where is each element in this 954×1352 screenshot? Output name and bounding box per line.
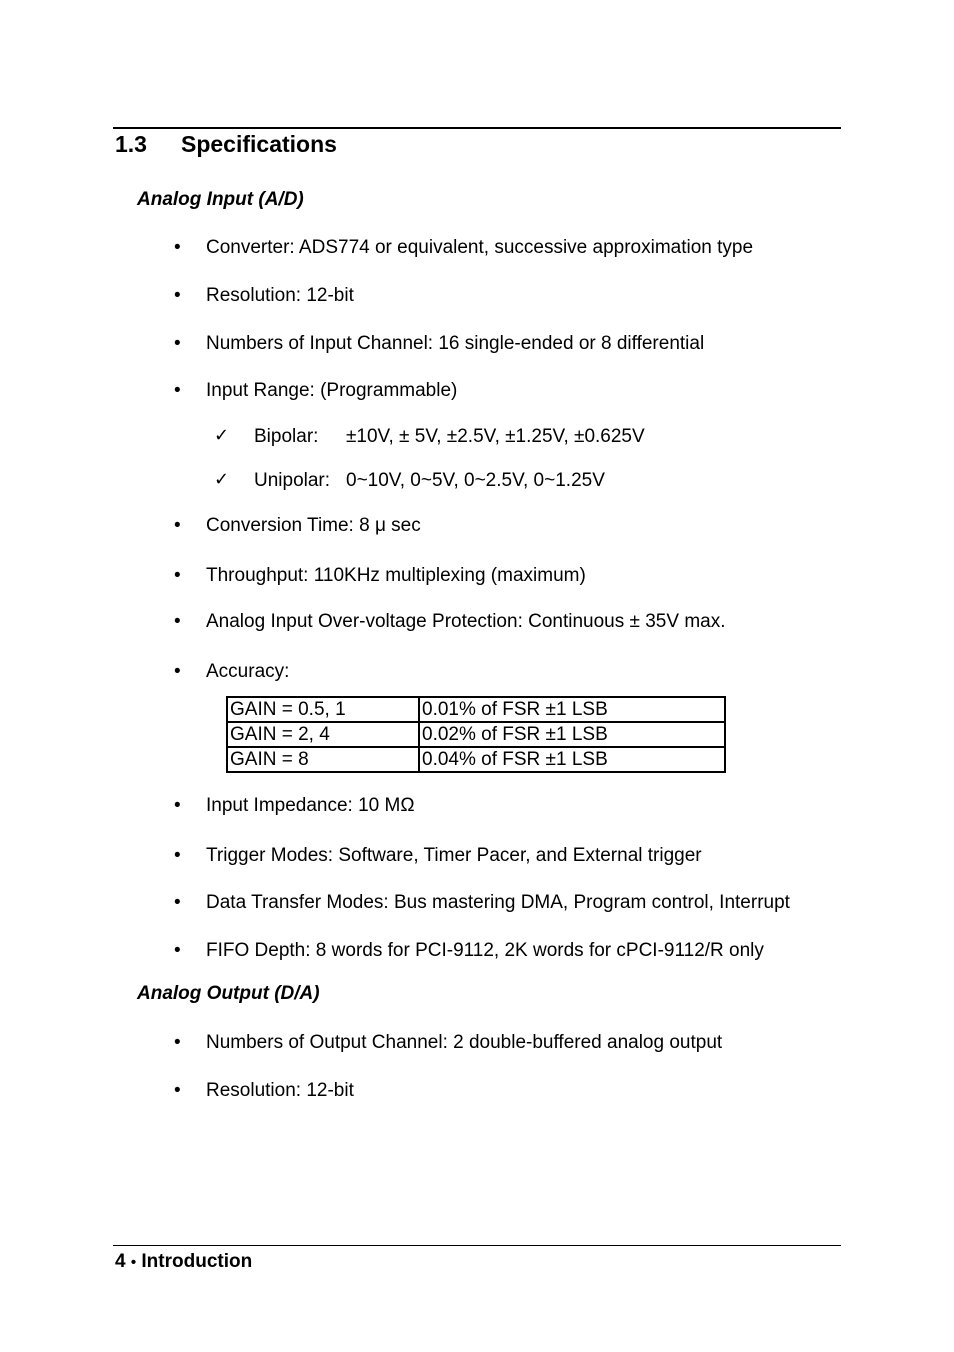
spec-converter: Converter: ADS774 or equivalent, successive approximation type xyxy=(206,237,754,258)
gain-cell: GAIN = 2, 4 xyxy=(227,722,419,747)
bullet-icon: • xyxy=(174,333,181,354)
accuracy-cell: 0.01% of FSR ±1 LSB xyxy=(419,697,725,722)
bullet-icon: • xyxy=(174,940,181,961)
bullet-icon: • xyxy=(174,565,181,586)
spec-data-transfer: Data Transfer Modes: Bus mastering DMA, Program control, Interrupt xyxy=(206,892,790,913)
gain-cell: GAIN = 0.5, 1 xyxy=(227,697,419,722)
analog-output-heading: Analog Output (D/A) xyxy=(137,983,320,1004)
footer-separator: • xyxy=(130,1254,137,1271)
section-number: 1.3 xyxy=(115,131,147,157)
spec-input-impedance: Input Impedance: 10 MΩ xyxy=(206,795,415,816)
range-value: 0~10V, 0~5V, 0~2.5V, 0~1.25V xyxy=(346,470,605,491)
bullet-icon: • xyxy=(174,237,181,258)
accuracy-table xyxy=(226,696,726,773)
spec-input-channels: Numbers of Input Channel: 16 single-ended or 8 differential xyxy=(206,333,705,354)
analog-input-heading: Analog Input (A/D) xyxy=(137,189,304,210)
bullet-icon: • xyxy=(174,611,181,632)
check-icon: ✓ xyxy=(214,425,230,445)
footer-rule xyxy=(113,1245,841,1246)
bullet-icon: • xyxy=(174,285,181,306)
range-unipolar xyxy=(254,470,605,492)
range-value: ±10V, ± 5V, ±2.5V, ±1.25V, ±0.625V xyxy=(346,426,645,447)
spec-throughput: Throughput: 110KHz multiplexing (maximum) xyxy=(206,565,586,586)
table-row xyxy=(227,697,725,722)
spec-resolution: Resolution: 12-bit xyxy=(206,285,354,306)
range-label: Unipolar: xyxy=(254,470,331,491)
spec-conversion-time: Conversion Time: 8 μ sec xyxy=(206,515,421,536)
spec-accuracy: Accuracy: xyxy=(206,661,290,682)
check-icon: ✓ xyxy=(214,469,230,489)
spec-fifo-depth: FIFO Depth: 8 words for PCI-9112, 2K words for cPCI-9112/R only xyxy=(206,940,764,961)
accuracy-cell: 0.02% of FSR ±1 LSB xyxy=(419,722,725,747)
range-bipolar xyxy=(254,426,645,448)
page-number: 4 xyxy=(115,1251,126,1272)
table-row xyxy=(227,722,725,747)
accuracy-cell: 0.04% of FSR ±1 LSB xyxy=(419,747,725,772)
spec-trigger-modes: Trigger Modes: Software, Timer Pacer, and External trigger xyxy=(206,845,702,866)
bullet-icon: • xyxy=(174,892,181,913)
footer-label: Introduction xyxy=(141,1251,253,1272)
spec-output-channels: Numbers of Output Channel: 2 double-buffered analog output xyxy=(206,1032,723,1053)
bullet-icon: • xyxy=(174,1080,181,1101)
range-label: Bipolar: xyxy=(254,426,319,447)
header-rule xyxy=(113,127,841,129)
page-footer xyxy=(115,1251,252,1273)
gain-cell: GAIN = 8 xyxy=(227,747,419,772)
bullet-icon: • xyxy=(174,380,181,401)
spec-output-resolution: Resolution: 12-bit xyxy=(206,1080,354,1101)
bullet-icon: • xyxy=(174,845,181,866)
section-title: Specifications xyxy=(181,131,337,157)
section-heading xyxy=(115,131,337,158)
spec-overvoltage: Analog Input Over-voltage Protection: Continuous ± 35V max. xyxy=(206,611,726,632)
bullet-icon: • xyxy=(174,795,181,816)
bullet-icon: • xyxy=(174,1032,181,1053)
bullet-icon: • xyxy=(174,515,181,536)
table-row xyxy=(227,747,725,772)
bullet-icon: • xyxy=(174,661,181,682)
spec-input-range: Input Range: (Programmable) xyxy=(206,380,458,401)
